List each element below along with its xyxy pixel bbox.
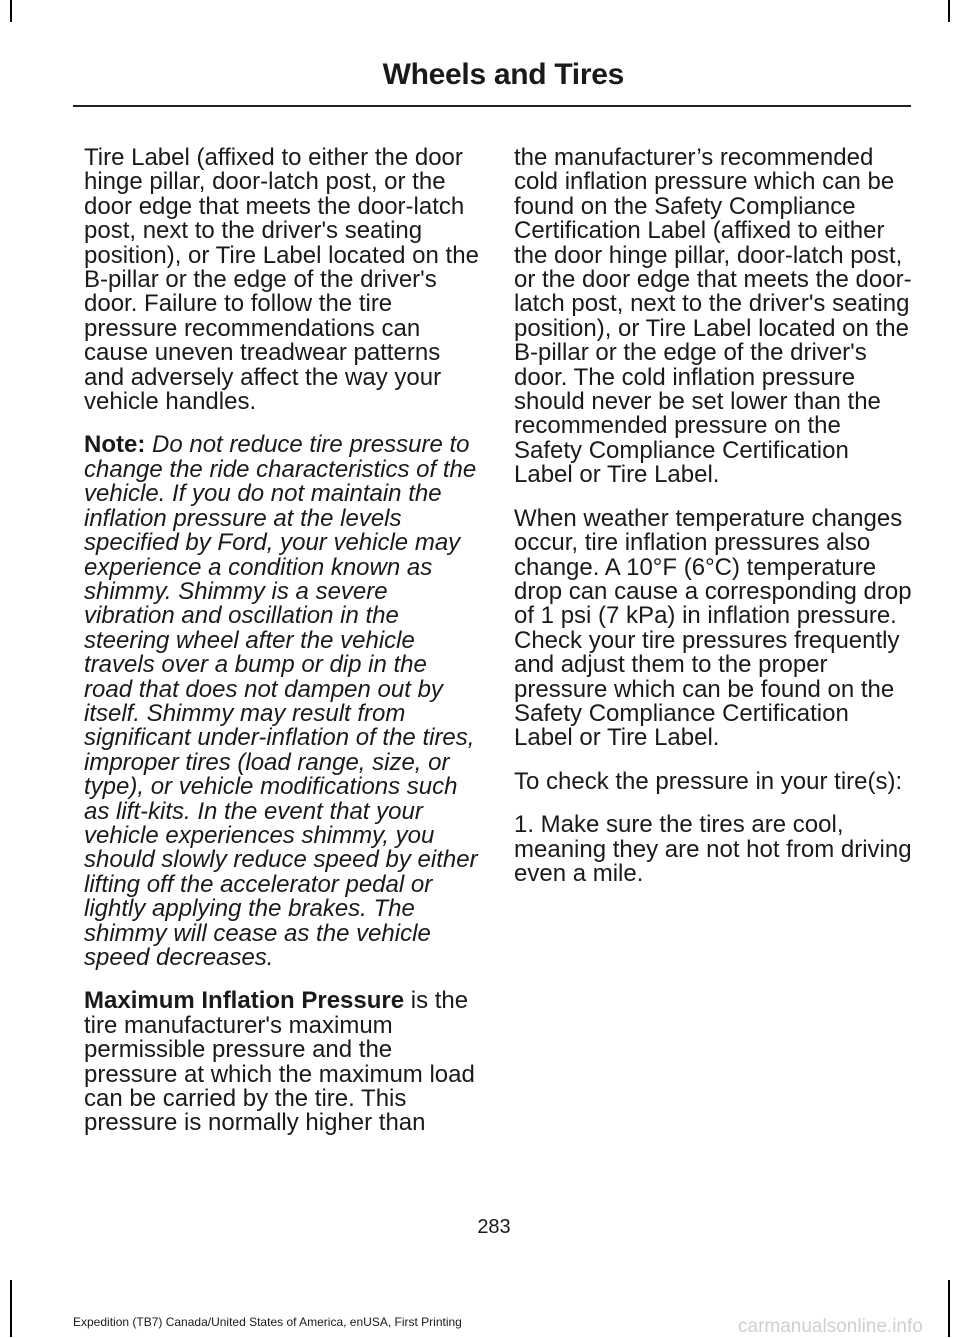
check-pressure-intro: To check the pressure in your tire(s): [514,767,903,795]
max-inflation-paragraph [84,989,480,1135]
crop-mark-top-right [948,0,950,22]
note-text: Do not reduce tire pressure to change the ride characteristics of the vehicle. If you do not maintain the inflation pressure at the levels specified by Ford, your vehicle may experience a condition known as shimmy. Shimmy is a severe vibration and oscillation in the steering wheel after the vehicle travels over a bump or dip in the road that does not dampen out by itself. Shimmy may result from significant under-inflation of the tires, improper tires (load range, size, or type), or vehicle modifications such as lift-kits. In the event that your vehicle experiences shimmy, you should slowly reduce speed by either lifting off the accelerator pedal or lightly applying the brakes. The shimmy will cease as the vehicle speed decreases. [84,431,478,971]
site-watermark: carmanualsonline.info [738,1316,923,1337]
left-column [84,146,480,1155]
header-divider [73,105,911,107]
max-inflation-text: is the tire manufacturer's maximum permissible pressure and the pressure at which the maximum load can be carried by the tire. This pressure is normally higher than [84,987,475,1137]
crop-mark-bottom-right [948,1280,950,1337]
right-column [514,146,914,905]
step-1: 1. Make sure the tires are cool, meaning they are not hot from driving even a mile. [514,811,912,887]
max-inflation-label: Maximum Inflation Pressure [84,987,405,1015]
note-paragraph [84,433,480,970]
temperature-paragraph: When weather temperature changes occur, tire inflation pressures also change. A 10°F (6°C) temperature drop can cause a corresponding drop of 1 psi (7 kPa) in inflation pressure. Check your tire pressures frequently and adjust them to the proper pressure which can be found on the Safety Compliance Certification Label or Tire Label. [514,504,912,752]
tire-label-paragraph: Tire Label (affixed to either the door hinge pillar, door-latch post, or the door edge that meets the door-latch post, next to the driver's seating position), or Tire Label located on the B-pillar or the edge of the driver's door. Failure to follow the tire pressure recommendations can cause uneven treadwear patterns and adversely affect the way your vehicle handles. [84,144,479,416]
section-title: Wheels and Tires [382,58,624,91]
note-label: Note: [84,431,146,459]
page-number: 283 [477,1216,511,1238]
crop-mark-top-left [10,0,12,22]
crop-mark-bottom-left [10,1280,12,1337]
edition-footer: Expedition (TB7) Canada/United States of America, enUSA, First Printing [73,1315,462,1329]
cold-inflation-paragraph: the manufacturer’s recommended cold inflation pressure which can be found on the Safety Compliance Certification Label (affixed to either the door hinge pillar, door-latch post, or the door edge that meets the door-latch post, next to the driver's seating position), or Tire Label located on the B-pillar or the edge of the driver's door. The cold inflation pressure should never be set lower than the recommended pressure on the Safety Compliance Certification Label or Tire Label. [514,144,912,489]
